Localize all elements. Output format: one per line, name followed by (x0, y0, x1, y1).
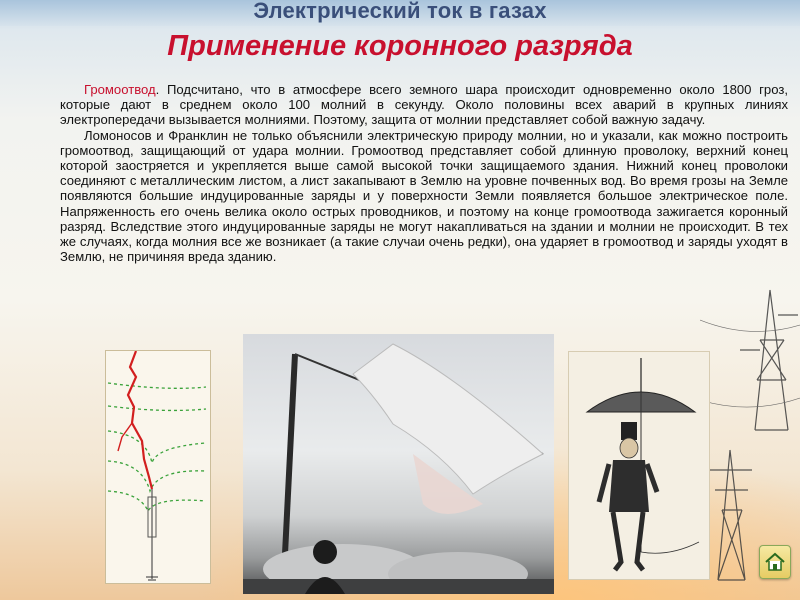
section-title: Электрический ток в газах (253, 0, 547, 23)
home-icon (764, 551, 786, 573)
lightning-rod-term: Громоотвод (84, 82, 156, 97)
paragraph-1-text: . Подсчитано, что в атмосфере всего земного шара происходит одновременно около 1800 гроз, которые дают в среднем около 100 молний в секунду. Около половины всех аварий в крупных линиях электропередачи вызывается молниями. Поэтому, защита от молнии представляет собой важную задачу. (60, 82, 788, 128)
lightning-rod-diagram (105, 350, 211, 584)
paragraph-2: Ломоносов и Франклин не только объяснили электрическую природу молнии, но и указали, как можно построить громоотвод, защищающий от удара молнии. Громоотвод представляет собой длинную проволоку, верхний конец которой заостряется и укрепляется выше самой высокой точки защищаемого здания. Нижний конец проволоки соединяют с металлическим листом, а лист закапывают в Землю на уровне почвенных вод. Во время грозы на Земле появляются большие индуцированные заряды и у поверхности Земли появляется большое электрическое поле. Напряженность его очень велика около острых проводников, и поэтому на конце громоотвода зажигается коронный разряд. Вследствие этого индуцированные заряды не могут накапливаться на здании и молнии не происходит. В тех же случаях, когда молния все же возникает (а такие случаи очень редки), она ударяет в громоотвод и заряды уходят в Землю, не причиняя вреда зданию. (60, 127, 788, 265)
windsock-photo (243, 334, 554, 594)
body-text (60, 82, 788, 264)
paragraph-1 (60, 82, 788, 128)
home-button[interactable] (759, 545, 791, 579)
umbrella-engraving (568, 351, 710, 580)
slide-title: Применение коронного разряда (167, 30, 633, 62)
